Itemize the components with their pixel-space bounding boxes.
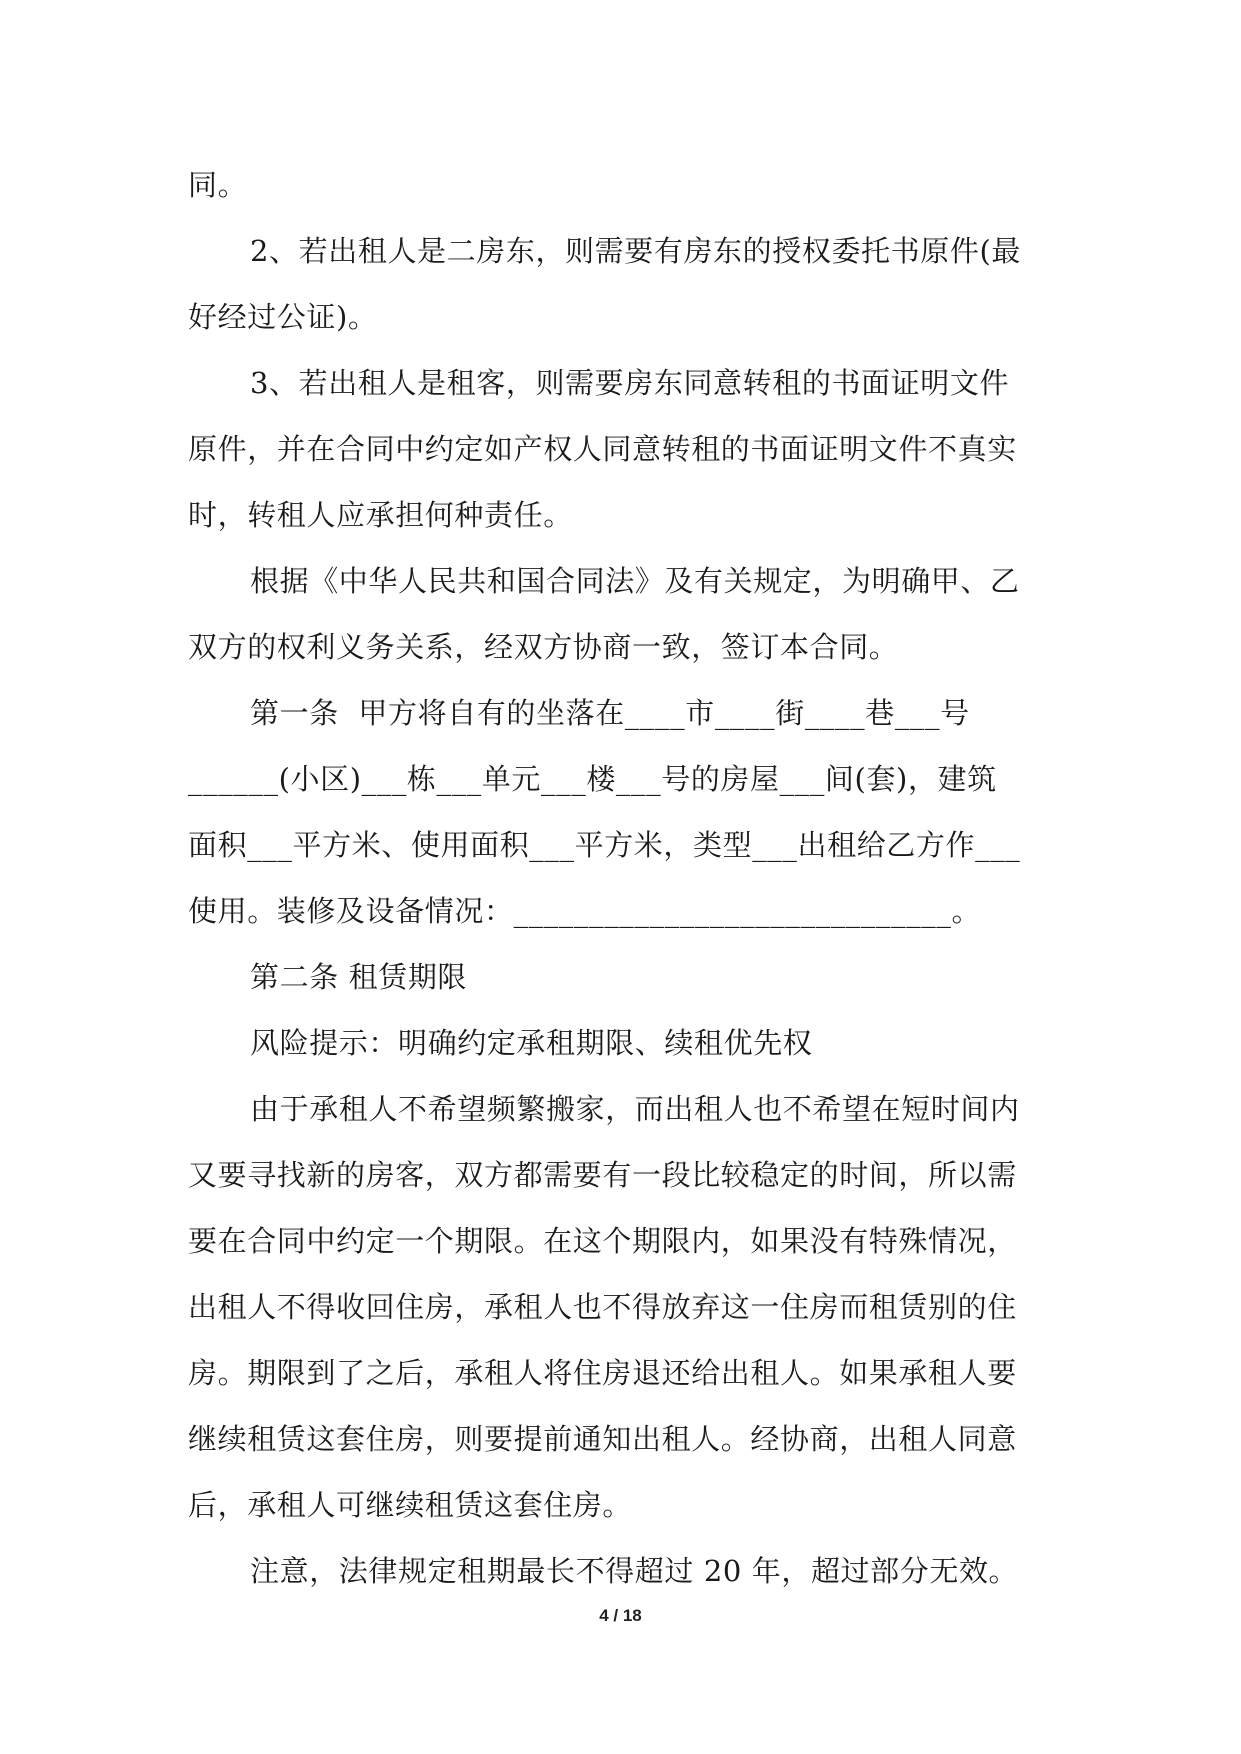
text-line: 后，承租人可继续租赁这套住房。	[188, 1488, 633, 1522]
section-heading: 第二条 租赁期限	[250, 960, 468, 994]
text-line: 又要寻找新的房客，双方都需要有一段比较稳定的时间，所以需	[188, 1158, 1017, 1192]
text-line: 2、若出租人是二房东，则需要有房东的授权委托书原件(最	[250, 234, 1021, 268]
text-line: 根据《中华人民共和国合同法》及有关规定，为明确甲、乙	[250, 564, 1020, 598]
text-line: 继续租赁这套住房，则要提前通知出租人。经协商，出租人同意	[188, 1422, 1017, 1456]
text-line: 第一条 甲方将自有的坐落在____市____街____巷___号	[250, 696, 970, 730]
text-line: ______(小区)___栋___单元___楼___号的房屋___间(套)，建筑	[188, 762, 997, 796]
text-line: 注意，法律规定租期最长不得超过 20 年，超过部分无效。	[250, 1554, 1019, 1588]
text-line: 3、若出租人是租客，则需要房东同意转租的书面证明文件	[250, 366, 1010, 400]
page-number: 4 / 18	[599, 1606, 642, 1625]
text-line: 由于承租人不希望频繁搬家，而出租人也不希望在短时间内	[250, 1092, 1020, 1126]
text-line: 面积___平方米、使用面积___平方米，类型___出租给乙方作___	[188, 828, 1021, 862]
document-body	[188, 152, 1058, 1604]
text-line: 使用。装修及设备情况：_____________________________。	[188, 894, 982, 928]
text-line: 要在合同中约定一个期限。在这个期限内，如果没有特殊情况，	[188, 1224, 1017, 1258]
text-line: 时，转租人应承担何种责任。	[188, 498, 573, 532]
text-line: 原件，并在合同中约定如产权人同意转租的书面证明文件不真实	[188, 432, 1017, 466]
text-line: 同。	[188, 168, 248, 202]
text-line: 双方的权利义务关系，经双方协商一致，签订本合同。	[188, 630, 899, 664]
text-line: 出租人不得收回住房，承租人也不得放弃这一住房而租赁别的住	[188, 1290, 1017, 1324]
text-line: 风险提示：明确约定承租期限、续租优先权	[250, 1026, 813, 1060]
text-line: 房。期限到了之后，承租人将住房退还给出租人。如果承租人要	[188, 1356, 1017, 1390]
text-line: 好经过公证)。	[188, 300, 378, 334]
